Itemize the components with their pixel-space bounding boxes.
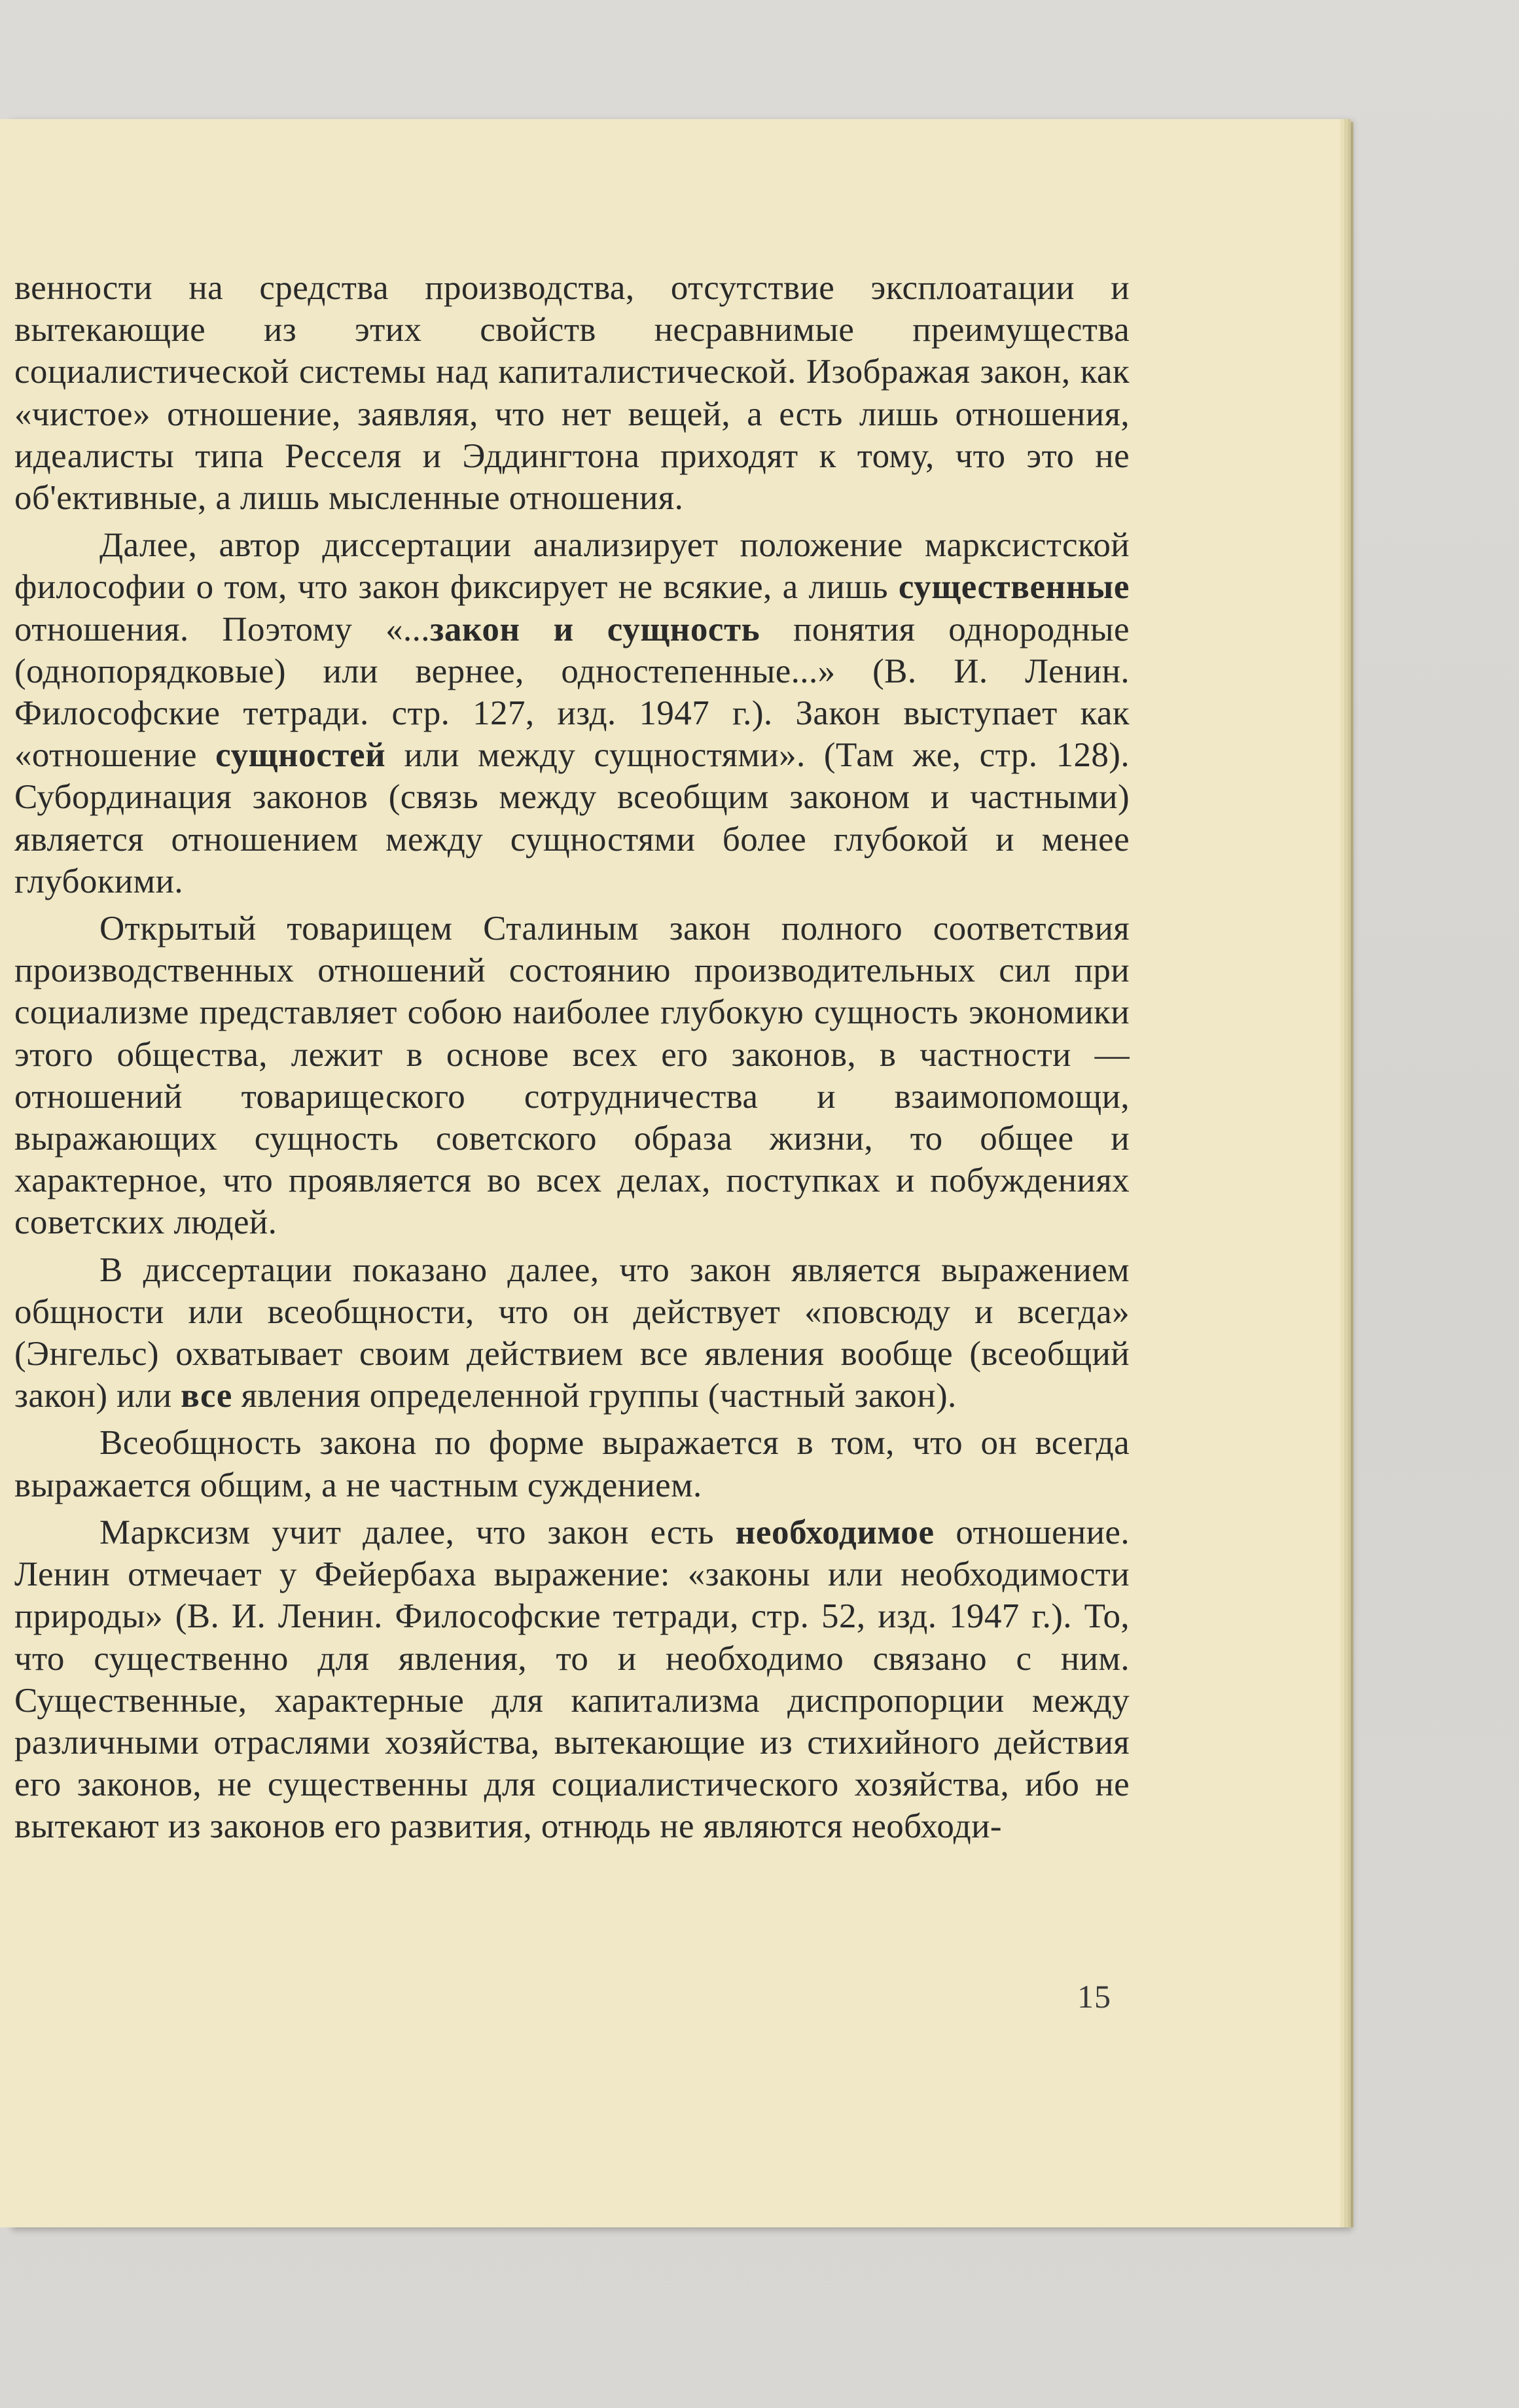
paragraph-5-text: Всеобщность закона по форме выражается в том, что он всегда выражается общим, а не частным суждением.: [14, 1424, 1130, 1504]
paragraph-3: [14, 908, 1130, 1244]
paragraph-6-bold-a: необходимое: [735, 1513, 935, 1551]
paragraph-2-bold-c: сущностей: [215, 736, 386, 775]
paragraph-6-text-a: Марксизм учит далее, что закон есть: [99, 1513, 736, 1551]
paragraph-3-text: Открытый товарищем Сталиным закон полного соответствия производственных отношений состоянию производительных сил при социализме представляет собою наиболее глубокую сущность экономики этого общества, лежит в основе всех его законов, в частности — отношений товарищеского сотрудничества и взаимопомощи, выражающих сущность советского образа жизни, то общее и характерное, что проявляется во всех делах, поступках и побуждениях советских людей.: [14, 910, 1130, 1242]
body-text: [14, 267, 1130, 1848]
paragraph-2-bold-a: существенные: [898, 568, 1130, 607]
paragraph-6: [14, 1512, 1130, 1848]
paragraph-1-text: венности на средства производства, отсутствие эксплоатации и вытекающие из этих свойств несравнимые преимущества социалистической системы над капиталистической. Изображая закон, как «чистое» отношение, заявляя, что нет вещей, а есть лишь отношения, идеалисты типа Ресселя и Эддингтона приходят к тому, что это не об'ективные, а лишь мысленные отношения.: [14, 269, 1130, 518]
paragraph-2-text-b: отношения. Поэтому «...: [14, 610, 430, 648]
paragraph-2: [14, 524, 1130, 902]
paragraph-2-text-a: Далее, автор диссертации анализирует положение марксистской философии о том, что закон фиксирует не всякие, а лишь: [14, 526, 1130, 607]
paragraph-4: [14, 1249, 1130, 1417]
paragraph-6-text-b: отношение. Ленин отмечает у Фейербаха выражение: «законы или необходимости природы» (В. И. Ленин. Философские тетради, стр. 52, изд. 1947 г.). То, что существенно для явления, то и необходимо связано с ним. Существенные, характерные для капитализма диспропорции между различными отраслями хозяйства, вытекающие из стихийного действия его законов, не существенны для социалистического хозяйства, ибо не вытекают из законов его развития, отнюдь не являются необходи-: [14, 1513, 1130, 1846]
paragraph-4-text-b: явления определенной группы (частный закон).: [232, 1377, 957, 1415]
paragraph-4-bold-a: все: [181, 1377, 232, 1415]
paragraph-2-text-c: понятия однородные (однопорядковые) или вернее, одностепенные...» (В. И. Ленин. Философские тетради. стр. 127, изд. 1947 г.). Закон выступает как «отношение: [14, 610, 1130, 775]
page-edge: [1340, 122, 1353, 2227]
paragraph-2-bold-b: закон и сущность: [429, 610, 760, 648]
paragraph-4-text-a: В диссертации показано далее, что закон является выражением общности или всеобщности, что он действует «повсюду и всегда» (Энгельс) охватывает своим действием все явления вообще (всеобщий закон) или: [14, 1250, 1130, 1415]
paragraph-1: [14, 267, 1130, 519]
page-number: 15: [1077, 1978, 1111, 2015]
paragraph-5: [14, 1422, 1130, 1506]
paragraph-2-text-d: или между сущностями». (Там же, стр. 128). Субординация законов (связь между всеобщим законом и частными) является отношением между сущностями более глубокой и менее глубокими.: [14, 736, 1130, 900]
